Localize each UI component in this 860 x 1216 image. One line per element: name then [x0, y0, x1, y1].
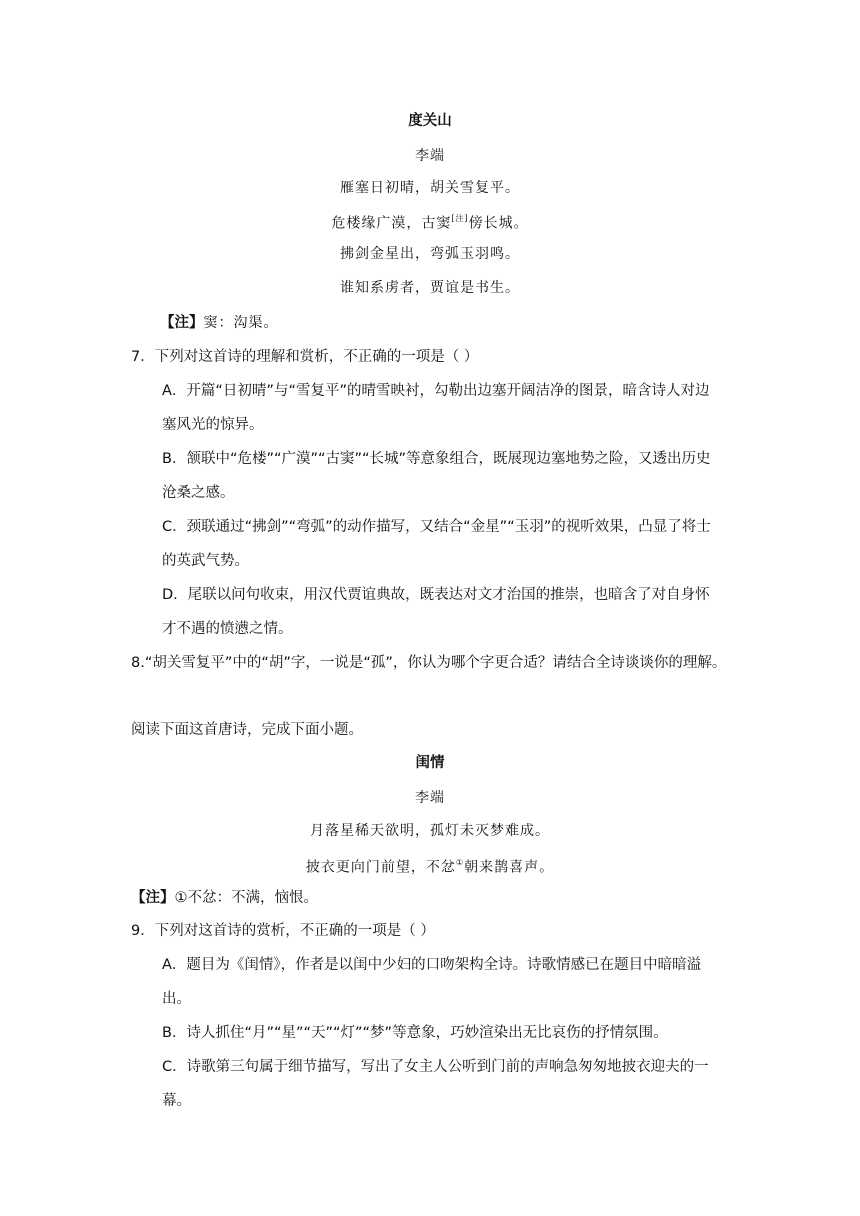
- q9-option-c-line1: C．诗歌第三句属于细节描写，写出了女主人公听到门前的声响急匆匆地披衣迎夫的一: [162, 1059, 709, 1075]
- q7-option-a-line2: 塞风光的惊异。: [162, 417, 264, 433]
- poem1-line-2b: 傍长城。: [468, 215, 529, 232]
- q9-option-a-line1: A．题目为《闺情》，作者是以闺中少妇的口吻架构全诗。诗歌情感已在题目中暗暗溢: [162, 957, 702, 973]
- poem1-line-1: 雁塞日初晴，胡关雪复平。: [340, 180, 520, 196]
- poem2-note-text: ①不忿：不满，恼恨。: [174, 890, 318, 906]
- poem2-note: [131, 888, 318, 908]
- poem1-note-marker: [注]: [451, 214, 469, 223]
- section-intro: 阅读下面这首唐诗，完成下面小题。: [131, 722, 363, 738]
- q7-option-a-line1: A．开篇“日初晴”与“雪复平”的晴雪映衬，勾勒出边塞开阔洁净的图景，暗含诗人对边: [162, 383, 710, 399]
- poem2-line-2: [0, 854, 860, 878]
- poem1-author: 李端: [415, 148, 445, 164]
- poem2-title: 闺情: [415, 755, 445, 771]
- poem1-title: 度关山: [408, 113, 452, 129]
- poem1-line-3: 拂剑金星出，弯弧玉羽鸣。: [340, 246, 520, 262]
- poem2-note-label: 【注】: [131, 890, 175, 906]
- q9-stem: 9．下列对这首诗的赏析，不正确的一项是（ ）: [131, 923, 435, 939]
- poem1-note: [160, 313, 279, 333]
- poem1-note-label: 【注】: [160, 315, 204, 331]
- q7-stem: 7．下列对这首诗的理解和赏析，不正确的一项是（ ）: [131, 349, 479, 365]
- q9-option-a-line2: 出。: [162, 991, 191, 1007]
- q9-option-c-line2: 幕。: [162, 1093, 191, 1109]
- q7-option-c-line1: C．颈联通过“拂剑”“弯弧”的动作描写，又结合“金星”“玉羽”的视听效果，凸显了将士: [162, 519, 711, 535]
- q7-option-d-line2: 才不遇的愤懑之情。: [162, 621, 293, 637]
- q9-option-b-line1: B．诗人抓住“月”“星”“天”“灯”“梦”等意象，巧妙渲染出无比哀伤的抒情氛围。: [162, 1025, 668, 1041]
- poem2-line-1: 月落星稀天欲明，孤灯未灭梦难成。: [310, 823, 550, 839]
- poem2-author: 李端: [415, 790, 445, 806]
- q7-option-b-line1: B．颔联中“危楼”“广漠”“古窦”“长城”等意象组合，既展现边塞地势之险，又透出历史: [162, 451, 711, 467]
- poem2-line-2b: 朝来鹊喜声。: [464, 859, 555, 876]
- poem1-line-2a: 危楼缘广漠，古窦: [331, 215, 452, 232]
- poem2-line-2a: 披衣更向门前望，不忿: [305, 859, 456, 876]
- poem1-line-4: 谁知系虏者，贾谊是书生。: [340, 280, 520, 296]
- poem1-note-text: 窦：沟渠。: [203, 315, 279, 331]
- q7-option-b-line2: 沧桑之感。: [162, 485, 235, 501]
- q8-stem: 8.“胡关雪复平”中的“胡”字，一说是“孤”，你认为哪个字更合适？请结合全诗谈谈你的理解。: [131, 655, 727, 671]
- poem1-line-2: [0, 210, 860, 234]
- poem2-note-marker: ①: [455, 858, 465, 867]
- q7-option-c-line2: 的英武气势。: [162, 553, 249, 569]
- q7-option-d-line1: D．尾联以问句收束，用汉代贾谊典故，既表达对文才治国的推崇，也暗含了对自身怀: [162, 587, 710, 603]
